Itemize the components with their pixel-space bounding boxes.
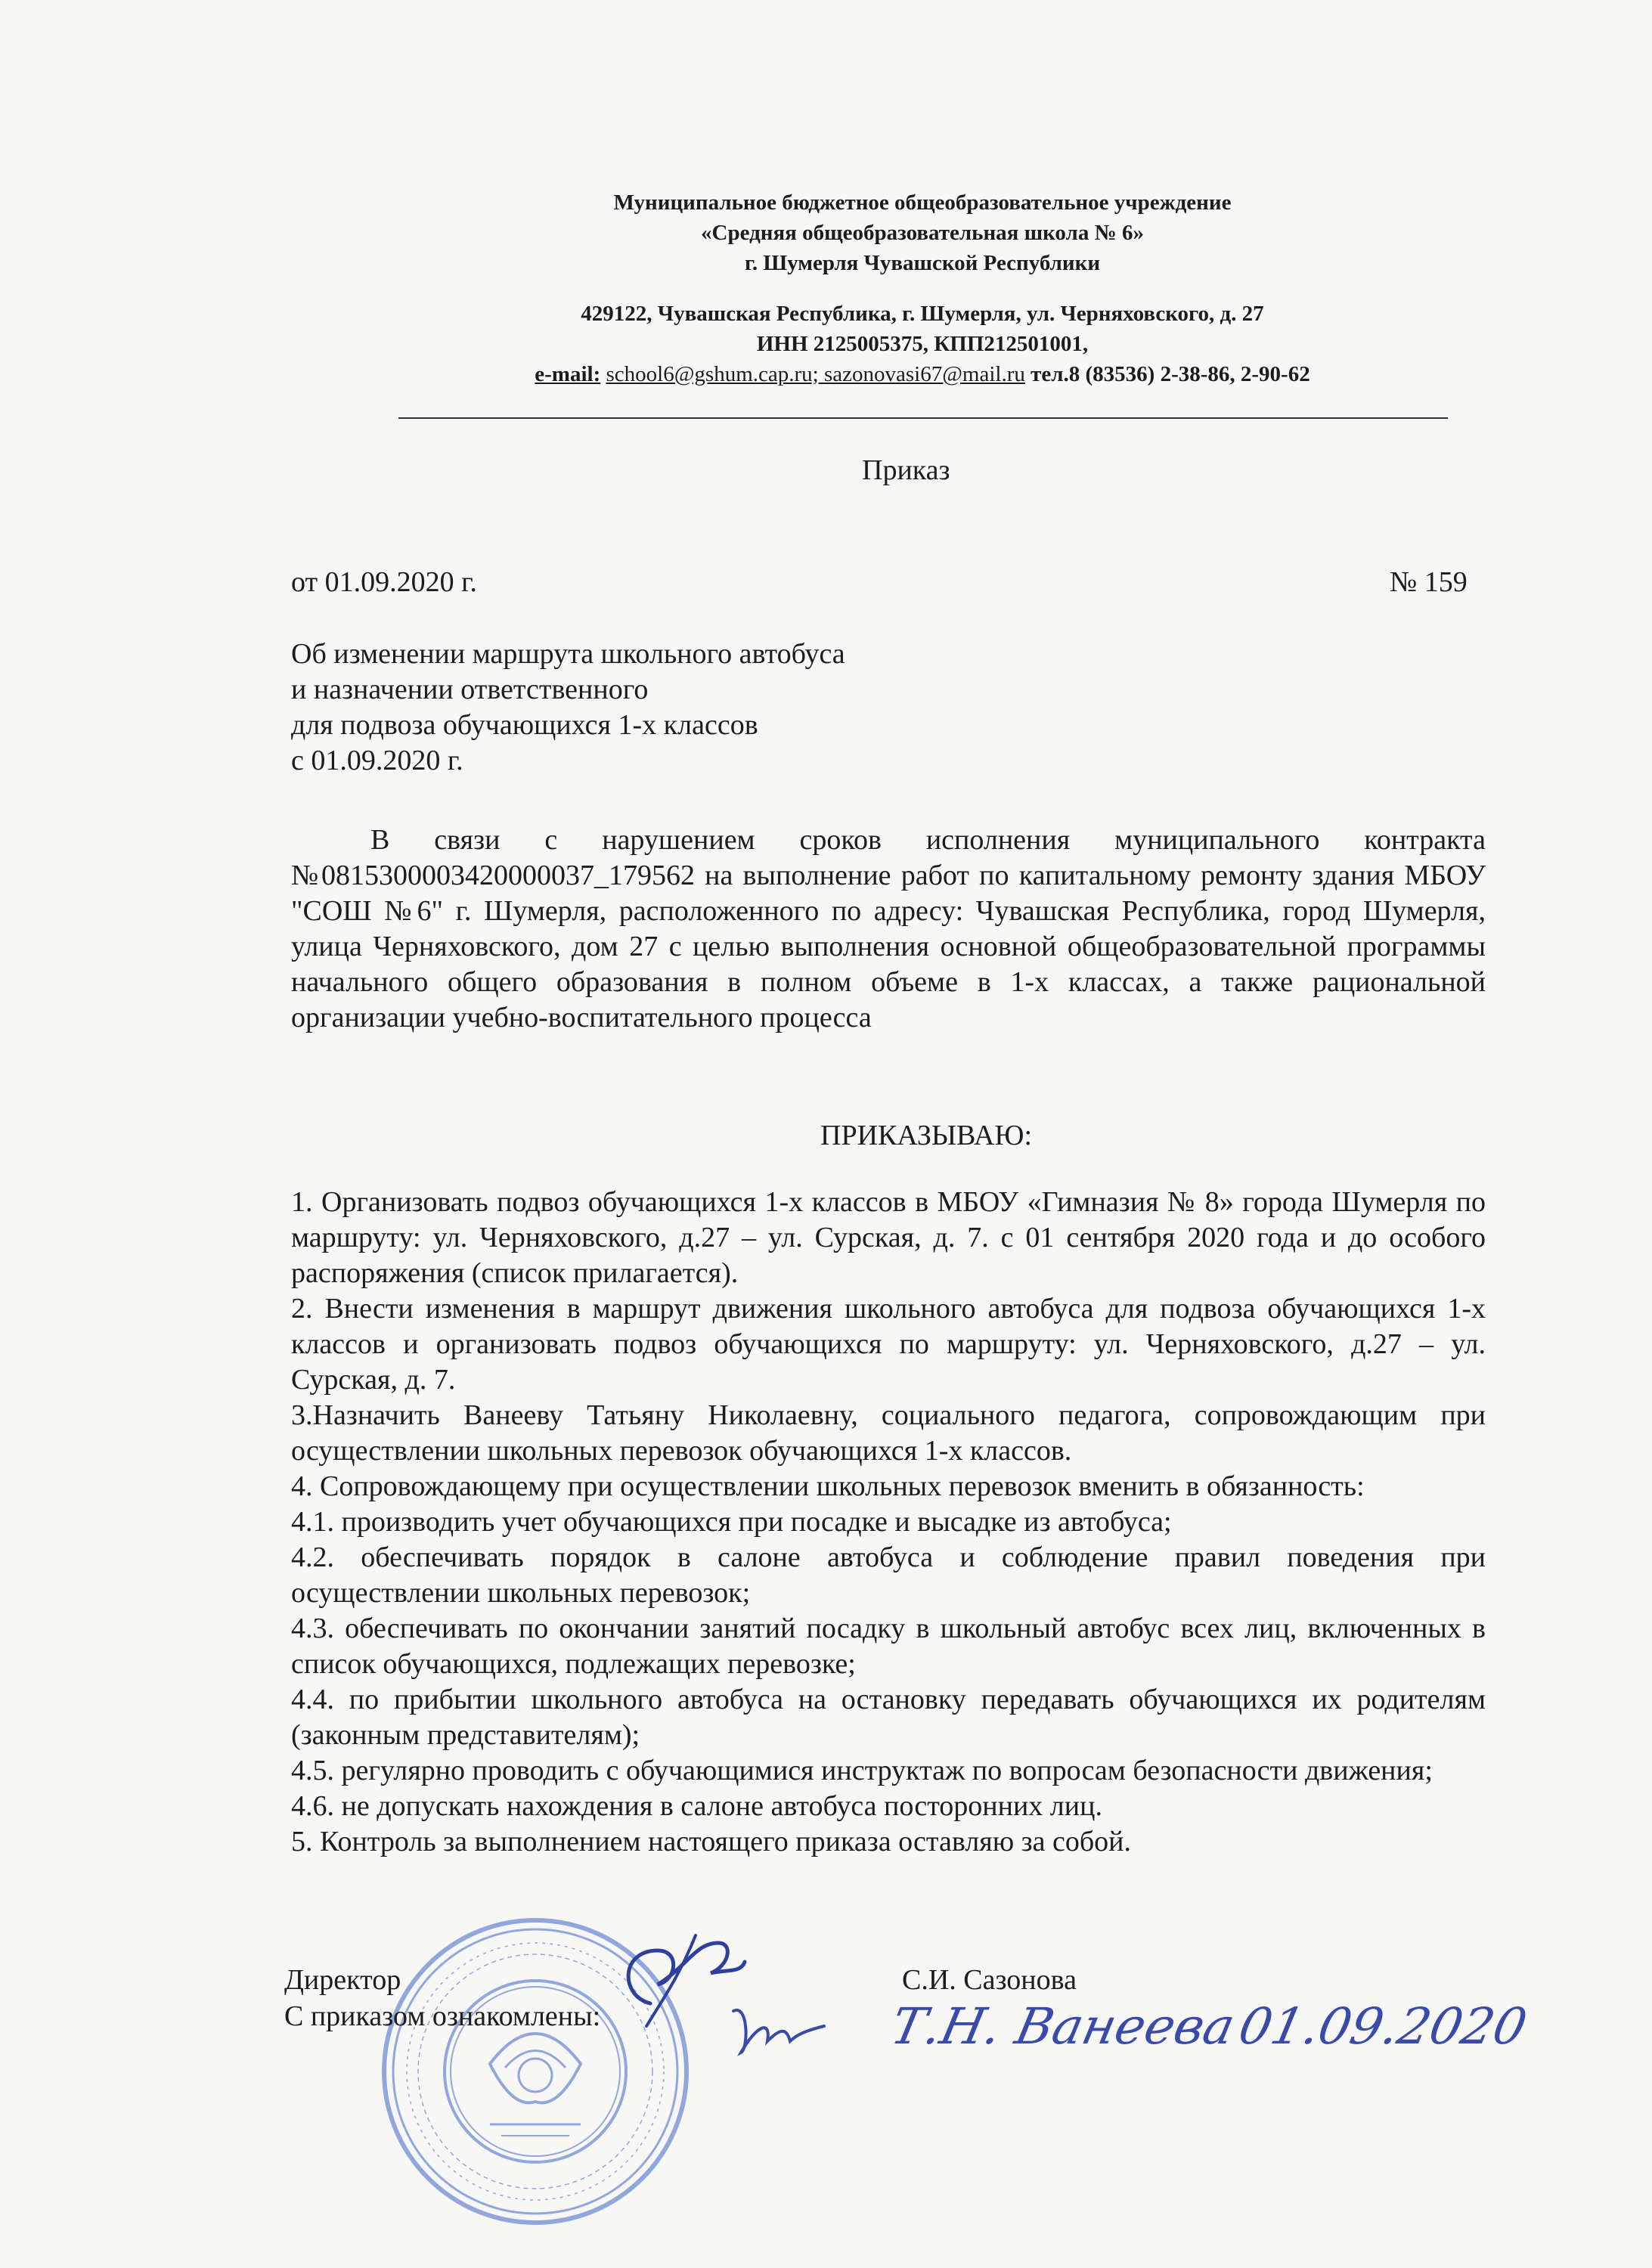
subject-line: с 01.09.2020 г. xyxy=(291,745,463,776)
order-item: 2. Внести изменения в маршрут движения школьного автобуса для подвоза обучающихся 1-х классов и организовать подвоз обучающихся по маршруту: ул. Черняховского, д.27 – ул. Сурская, д. 7. xyxy=(291,1293,1486,1396)
org-inn: ИНН 2125005375, КПП212501001, xyxy=(756,332,1089,356)
org-contacts xyxy=(287,359,1557,389)
header-divider xyxy=(398,417,1448,419)
order-item: 4. Сопровождающему при осуществлении школьных перевозок вменить в обязанность: xyxy=(291,1470,1365,1502)
phone: тел.8 (83536) 2-38-86, 2-90-62 xyxy=(1031,362,1310,386)
order-item: 5. Контроль за выполнением настоящего приказа оставляю за собой. xyxy=(291,1826,1132,1857)
order-subject xyxy=(291,637,845,779)
order-item: 4.5. регулярно проводить с обучающимися инструктаж по вопросам безопасности движения; xyxy=(291,1755,1433,1786)
order-date: от 01.09.2020 г. xyxy=(291,566,477,598)
subject-line: для подвоза обучающихся 1-х классов xyxy=(291,709,758,741)
order-item: 4.3. обеспечивать по окончании занятий посадку в школьный автобус всех лиц, включенных в список обучающихся, подлежащих перевозке; xyxy=(291,1613,1486,1680)
email-links[interactable]: school6@gshum.cap.ru; sazonovasi67@mail.ru xyxy=(606,362,1025,386)
order-item: 1. Организовать подвоз обучающихся 1-х классов в МБОУ «Гимназия № 8» города Шумерля по маршруту: ул. Черняховского, д.27 – ул. Сурская, д. 7. с 01 сентября 2020 года и до особого распоряжения (список прилагается). xyxy=(291,1186,1486,1289)
org-address: 429122, Чувашская Республика, г. Шумерля, ул. Черняховского, д. 27 xyxy=(581,302,1264,326)
subject-line: и назначении ответственного xyxy=(291,674,649,705)
order-items xyxy=(291,1185,1486,1860)
org-name-line1: Муниципальное бюджетное общеобразовательное учреждение xyxy=(613,191,1232,215)
order-item: 4.1. производить учет обучающихся при посадке и высадке из автобуса; xyxy=(291,1506,1172,1538)
director-name: С.И. Сазонова xyxy=(902,1964,1077,1996)
acquaintance-label: С приказом ознакомлены: xyxy=(284,2000,601,2032)
order-item: 4.6. не допускать нахождения в салоне автобуса посторонних лиц. xyxy=(291,1790,1102,1822)
director-title: Директор xyxy=(284,1964,401,1996)
preamble-paragraph: В связи с нарушением сроков исполнения муниципального контракта №0815300003420000037_179562 на выполнение работ по капитальному ремонту здания МБОУ "СОШ №6" г. Шумерля, расположенного по адресу: Чувашская Республика, город Шумерля, улица Черняховского, дом 27 с целью выполнения основной общеобразовательной программы начального общего образования в полном объеме в 1-х классах, а также рациональной организации учебно-воспитательного процесса xyxy=(291,824,1486,1033)
order-number: № 159 xyxy=(1390,566,1468,598)
org-name-line3: г. Шумерля Чувашской Республики xyxy=(744,251,1101,275)
order-item: 4.4. по прибытии школьного автобуса на остановку передавать обучающихся их родителям (законным представителям); xyxy=(291,1684,1486,1751)
order-item: 3.Назначить Ванееву Татьяну Николаевну, социального педагога, сопровождающим при осуществлении школьных перевозок обучающихся 1-х классов. xyxy=(291,1399,1486,1467)
handwritten-name: Т.Н. Ванеева xyxy=(885,1997,1240,2056)
handwritten-date: 01.09.2020 xyxy=(1233,1997,1533,2056)
order-word: ПРИКАЗЫВАЮ: xyxy=(820,1120,1033,1151)
email-label: e-mail: xyxy=(535,362,601,386)
order-item: 4.2. обеспечивать порядок в салоне автобуса и соблюдение правил поведения при осуществлении школьных перевозок; xyxy=(291,1541,1486,1609)
employee-signature xyxy=(726,1996,832,2064)
org-name-line2: «Средняя общеобразовательная школа № 6» xyxy=(701,221,1144,245)
document-title: Приказ xyxy=(862,454,950,486)
subject-line: Об изменении маршрута школьного автобуса xyxy=(291,638,845,670)
